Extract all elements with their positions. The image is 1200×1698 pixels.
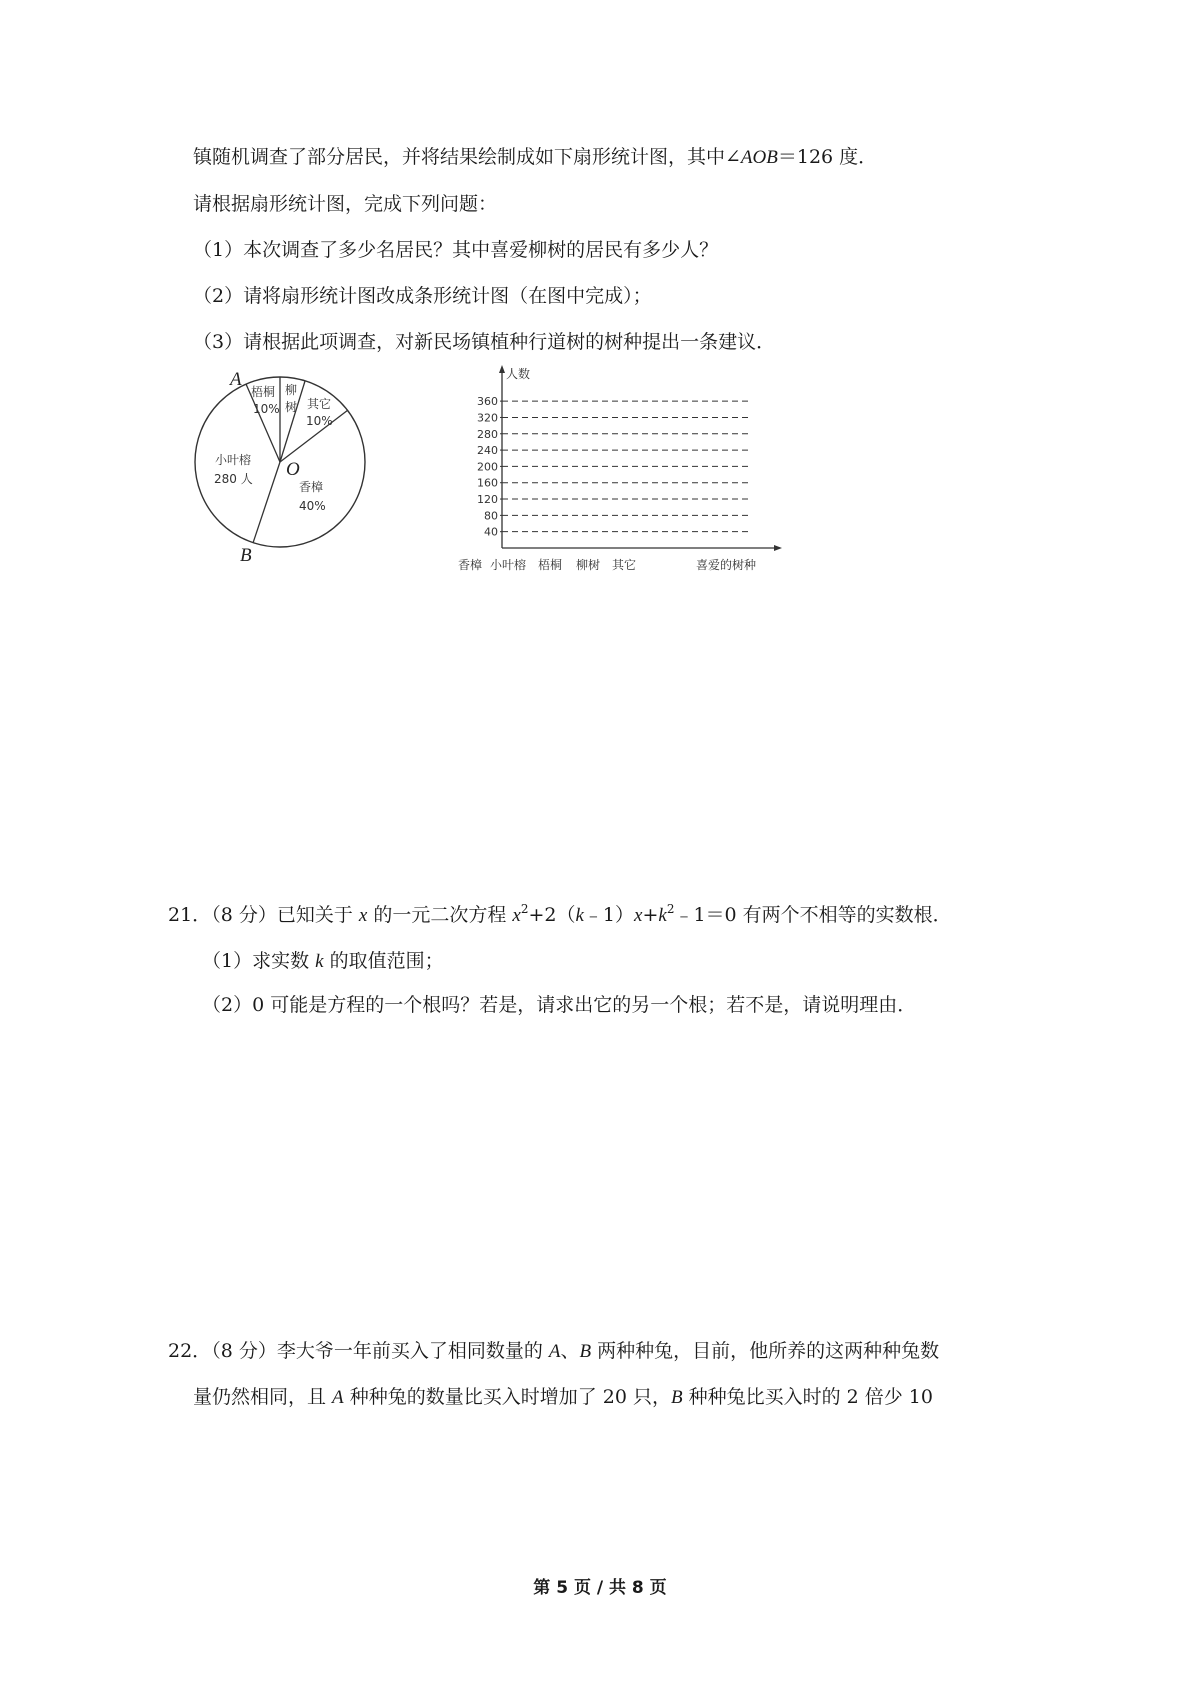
x-category-label: 柳树 xyxy=(576,558,601,572)
q21-text-pre: （8 分）已知关于 xyxy=(211,904,359,926)
sector-liushu-name-1: 柳 xyxy=(285,383,298,397)
q21-sub1-var: k xyxy=(315,951,324,972)
sector-xiangzhang-name: 香樟 xyxy=(299,480,324,494)
x-category-label: 其它 xyxy=(612,558,637,572)
q22-l1-c: 两种种兔，目前，他所养的这两种种兔数 xyxy=(591,1340,940,1362)
q21-var-x3: x xyxy=(634,905,643,926)
sector-other-name: 其它 xyxy=(307,397,332,411)
q21-text-post: ﹣1＝0 有两个不相等的实数根． xyxy=(674,904,952,926)
y-tick-label: 280 xyxy=(477,427,498,441)
q21-sq2: 2 xyxy=(666,902,675,916)
q21-var-x2: x xyxy=(512,905,521,926)
point-b-label: B xyxy=(240,545,252,566)
q21-sq1: 2 xyxy=(520,902,529,916)
y-axis-label: 人数 xyxy=(506,367,531,381)
x-category-label: 小叶榕 xyxy=(490,558,527,572)
pie-chart xyxy=(185,365,375,570)
sector-other-pct: 10% xyxy=(306,414,333,428)
grid-group xyxy=(477,395,750,539)
sector-wutong-name: 梧桐 xyxy=(251,385,276,399)
sector-xiangzhang-pct: 40% xyxy=(299,499,326,513)
q22-line1 xyxy=(168,1336,939,1363)
q22-l2-b: 种种兔的数量比买入时增加了 20 只， xyxy=(343,1386,671,1408)
angle-var: AOB xyxy=(740,147,778,168)
q21-sub2: （2）0 可能是方程的一个根吗？若是，请求出它的另一个根；若不是，请说明理由． xyxy=(202,994,917,1016)
y-tick-label: 40 xyxy=(484,525,498,539)
q20-instruction: 请根据扇形统计图，完成下列问题： xyxy=(193,193,498,215)
category-group xyxy=(458,557,636,572)
q22-l2-a: 量仍然相同，且 xyxy=(193,1386,333,1408)
sector-xiaoyerong-count: 280 人 xyxy=(214,472,253,486)
q21-var-k1: k xyxy=(575,905,584,926)
x-axis-label: 喜爱的树种 xyxy=(696,558,757,572)
q20-line1-end: ＝126 度． xyxy=(777,146,878,168)
q21-var-x1: x xyxy=(358,905,368,926)
sector-wutong-pct: 10% xyxy=(253,402,280,416)
q21-text-mid1: 的一元二次方程 xyxy=(367,904,513,926)
y-axis-arrow xyxy=(499,365,505,373)
q22-var-a2: A xyxy=(332,1387,344,1408)
y-tick-label: 360 xyxy=(477,395,498,409)
q21-sub1-post: 的取值范围； xyxy=(323,950,444,972)
y-tick-label: 200 xyxy=(477,460,498,474)
q22-l1-b: 、 xyxy=(560,1340,580,1362)
q22-l1-a: （8 分）李大爷一年前买入了相同数量的 xyxy=(211,1340,549,1362)
q20-line1 xyxy=(193,142,877,169)
q21-text-mid3: ﹣1） xyxy=(583,904,635,926)
point-o-label: O xyxy=(286,459,300,480)
q20-sub2: （2）请将扇形统计图改成条形统计图（在图中完成）； xyxy=(193,285,652,307)
q22-line2 xyxy=(193,1382,933,1409)
q21-sub1 xyxy=(202,946,444,973)
y-tick-label: 80 xyxy=(484,509,498,523)
q22-l2-c: 种种兔比买入时的 2 倍少 10 xyxy=(682,1386,933,1408)
point-a-label: A xyxy=(230,369,242,390)
y-tick-label: 320 xyxy=(477,411,498,425)
q21-sub1-pre: （1）求实数 xyxy=(202,950,316,972)
y-tick-label: 240 xyxy=(477,444,498,458)
q22-var-b1: B xyxy=(579,1341,592,1362)
bar-chart xyxy=(450,363,790,635)
sector-xiaoyerong-name: 小叶榕 xyxy=(215,453,252,467)
y-tick-label: 120 xyxy=(477,493,498,507)
q21-plus: + xyxy=(642,904,659,926)
x-category-label: 香樟 xyxy=(458,558,483,572)
q22-number: 22． xyxy=(168,1340,212,1362)
q22-var-a1: A xyxy=(548,1341,561,1362)
q21-var-k2: k xyxy=(658,905,667,926)
x-category-label: 梧桐 xyxy=(538,558,563,572)
q21-line1 xyxy=(168,900,952,927)
q22-var-b2: B xyxy=(670,1387,683,1408)
q20-line1-text: 镇随机调查了部分居民，并将结果绘制成如下扇形统计图，其中∠ xyxy=(193,146,741,168)
q21-number: 21． xyxy=(168,904,212,926)
y-tick-label: 160 xyxy=(477,476,498,490)
q20-sub3: （3）请根据此项调查，对新民场镇植种行道树的树种提出一条建议． xyxy=(193,331,776,353)
x-axis-arrow xyxy=(774,545,782,551)
q21-text-mid2: +2（ xyxy=(528,904,576,926)
radius-ob xyxy=(253,462,280,543)
sector-liushu-name-2: 树 xyxy=(285,400,298,414)
page-footer: 第 5 页 / 共 8 页 xyxy=(533,1578,667,1598)
q20-sub1: （1）本次调查了多少名居民？其中喜爱柳树的居民有多少人？ xyxy=(193,239,719,261)
